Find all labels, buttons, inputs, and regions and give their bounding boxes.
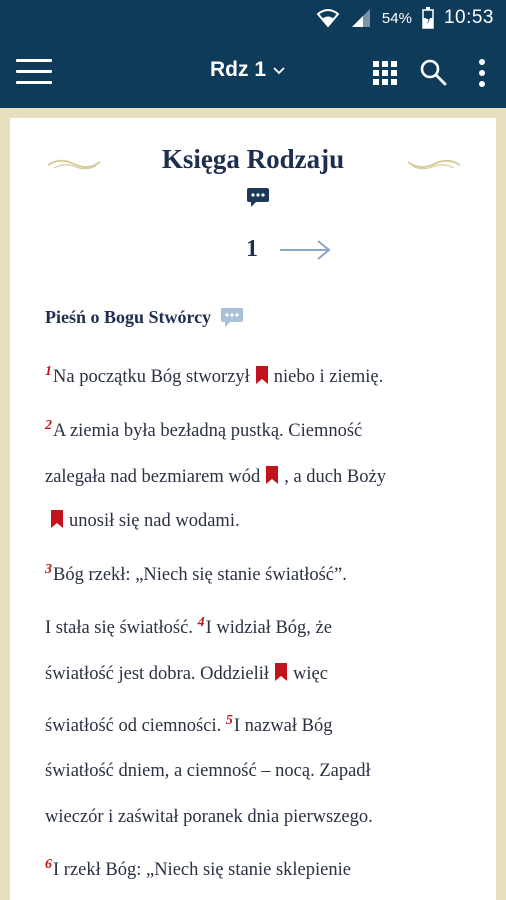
search-icon[interactable] (419, 58, 447, 86)
bookmark-icon[interactable] (51, 510, 63, 528)
status-bar (0, 0, 506, 38)
app-bar (0, 38, 506, 108)
menu-button[interactable] (16, 59, 52, 87)
battery-percent: 54% (381, 9, 412, 27)
verse-line: światłość od ciemności. $^5$I nazwał Bóg (45, 713, 333, 736)
verse-line: światłość dniem, a ciemność – nocą. Zapadł (45, 761, 371, 781)
bookmark-icon[interactable] (256, 366, 268, 384)
chevron-down-icon (272, 65, 286, 75)
verse-line: $^3$Bóg rzekł: „Niech się stanie światłość”. (45, 562, 347, 585)
comment-icon[interactable] (246, 186, 270, 208)
verse-line: $^6$I rzekł Bóg: „Niech się stanie sklepienie (45, 857, 351, 880)
hamburger-icon (16, 59, 52, 62)
wifi-icon (316, 7, 340, 29)
verse-line: zalegała nad bezmiarem wód , a duch Boży (45, 467, 386, 487)
verse-number[interactable]: 6 (45, 857, 52, 872)
verse-line: światłość jest dobra. Oddzielił więc (45, 664, 328, 684)
verse-number[interactable]: 2 (45, 418, 52, 433)
book-chapter-selector[interactable] (210, 58, 286, 82)
verse-number[interactable]: 4 (197, 615, 205, 630)
verse-number[interactable]: 1 (45, 364, 52, 379)
verse-line: I stała się światłość. $^4$I widział Bóg, że (45, 615, 332, 638)
grid-icon[interactable] (372, 60, 398, 86)
bookmark-icon[interactable] (266, 466, 278, 484)
overflow-menu-icon[interactable] (472, 58, 492, 88)
battery-charging-icon (422, 7, 434, 29)
bookmark-icon[interactable] (275, 663, 287, 681)
comment-icon[interactable] (219, 306, 245, 328)
book-title: Księga Rodzaju (161, 144, 345, 174)
current-reference: Rdz 1 (210, 58, 267, 81)
verse-line: $^1$Na początku Bóg stworzył niebo i ziemię. (45, 364, 384, 387)
verse-number[interactable]: 5 (225, 713, 233, 728)
section-heading (45, 306, 245, 328)
verse-number[interactable]: 3 (45, 562, 52, 577)
verse-line: wieczór i zaświtał poranek dnia pierwszego. (45, 807, 373, 827)
section-heading-text: Pieśń o Bogu Stwórcy (45, 306, 212, 327)
reading-page (10, 118, 496, 900)
chapter-number: 1 (246, 236, 258, 262)
next-chapter-arrow-icon[interactable] (278, 239, 332, 261)
verse-line: $^2$A ziemia była bezładną pustką. Ciemność (45, 418, 363, 441)
verse-line: unosił się nad wodami. (51, 510, 240, 532)
status-time: 10:53 (443, 7, 494, 28)
signal-icon (350, 7, 372, 29)
